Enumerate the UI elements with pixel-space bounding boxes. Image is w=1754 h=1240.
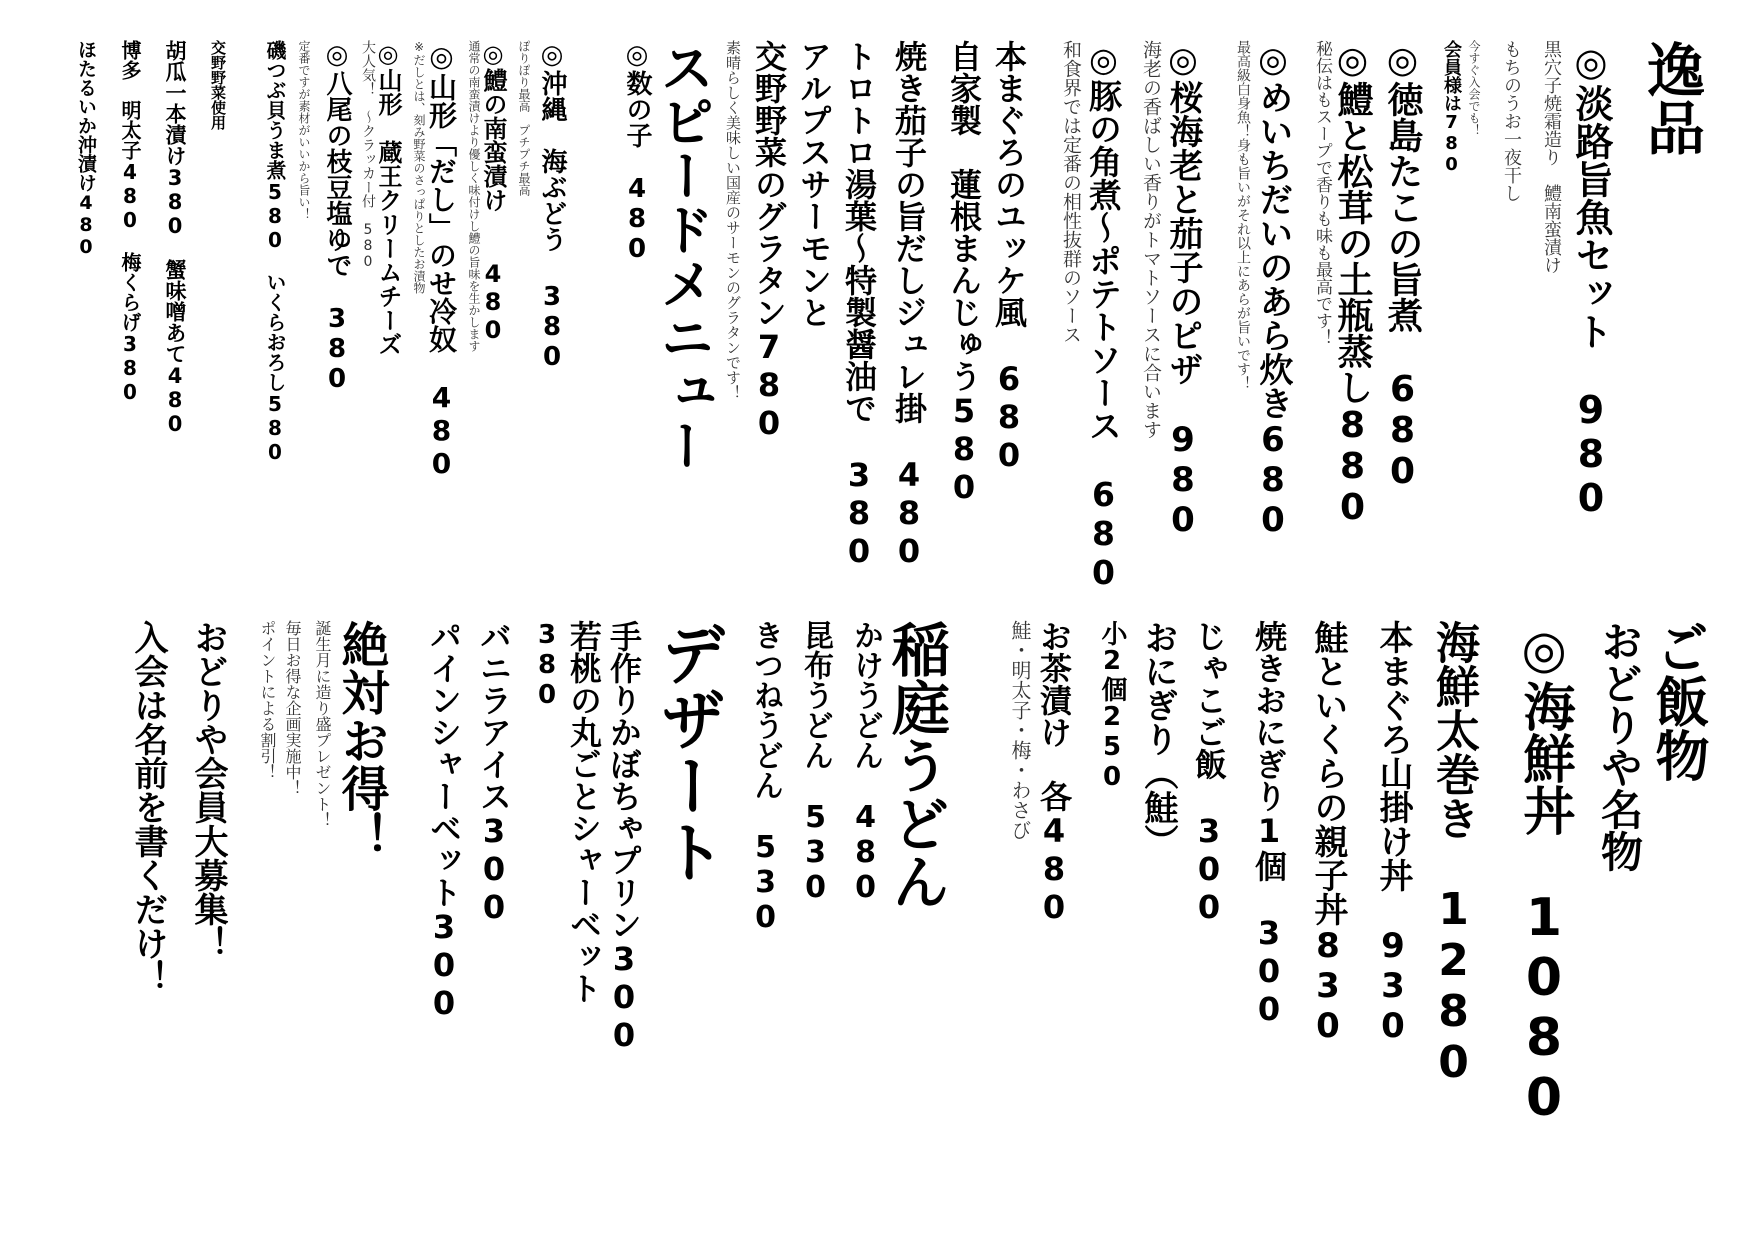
menu-column-yuba: トロトロ湯葉～特製醤油で 380 [840, 40, 878, 570]
menu-column-umibudou-desc: ぽりぽり最高 プチプチ最高 [517, 40, 531, 196]
menu-column-umibudou: ◎沖縄 海ぶどう 380 [537, 40, 567, 372]
menu-column-salmon-desc: 素晴らしく美味しい国産のサーモンのグラタンです！ [724, 40, 742, 400]
menu-column-odoriya-meibutsu: おどりや名物 [1595, 620, 1644, 872]
menu-column-yakionigiri: 焼きおにぎり1個 300 [1250, 620, 1288, 1028]
menu-column-cream: ◎山形 蔵王クリームチーズ [374, 40, 402, 356]
menu-column-ochazuke: お茶漬け 各480 [1035, 620, 1073, 926]
menu-column-mentai: 博多 明太子480 梅くらげ380 [118, 40, 142, 404]
menu-column-vanilla: バニラアイス300 [475, 620, 513, 926]
menu-column-awaji-desc: 黒穴子焼霜造り 鱧南蛮漬け [1541, 40, 1562, 274]
menu-column-meichi: ◎めいちだいのあら炊き680 [1253, 40, 1293, 540]
menu-column-kyuri: 交野野菜使用 [209, 40, 227, 130]
menu-column-isotsubu: 磯つぶ貝うま煮580 いくらおろし580 [263, 40, 287, 464]
menu-column-member: おどりや会員大募集！ [188, 620, 228, 960]
menu-column-jakogohan: じゃこご飯 300 [1190, 620, 1228, 926]
menu-column-meichi-desc: 最高級白身魚！身も旨いがそれ以上にあらが旨いです！ [1235, 40, 1251, 390]
menu-column-tako: ◎徳島たこの旨煮 680 [1382, 40, 1423, 492]
menu-column-member-price: 会員様は780 [1441, 40, 1462, 175]
menu-column-yamakake: 本まぐろ山掛け丼 930 [1373, 620, 1413, 1046]
menu-column-onigiri: おにぎり（鮭） [1138, 620, 1178, 858]
menu-column-nanban-desc: 通常の南蛮漬けより優しく味付けし鱧の旨味を生かします [467, 40, 481, 352]
menu-column-dashi: ◎山形「だし」のせ冷奴 480 [425, 40, 458, 480]
menu-column-otoku-desc3: ポイントによる割引！ [258, 620, 277, 780]
menu-column-salmon: アルプスサーモンと [795, 40, 833, 328]
menu-column-member2: 入会は名前を書くだけ！ [128, 620, 168, 994]
menu-column-hamo: ◎鱧と松茸の土瓶蒸し880 [1332, 40, 1373, 528]
menu-column-sherbet-price: 380 [532, 620, 562, 710]
menu-column-speed-title: スピードメニュー [652, 40, 715, 472]
menu-column-otoku-desc2: 毎日お得な企画実施中！ [283, 620, 302, 796]
menu-column-kazunoko: ◎数の子 480 [622, 40, 652, 264]
menu-column-kyuri2: 胡瓜一本漬け380 蟹味噌あて480 [163, 40, 187, 436]
menu-column-edamame-desc: 定番ですが素材がいいから旨い！ [297, 40, 311, 220]
menu-column-sherbet: 若桃の丸ごとシャーベット [565, 620, 603, 1004]
menu-column-otoku-desc1: 誕生月に造り盛プレゼント！ [313, 620, 332, 828]
menu-column-nasu: 焼き茄子の旨だしジュレ掛 480 [890, 40, 928, 570]
menu-column-sakura: ◎桜海老と茄子のピザ 980 [1163, 40, 1203, 540]
menu-column-dashi-desc: ※だしとは、刻み野菜のさっぱりとしたお漬物 [412, 40, 426, 294]
menu-column-dessert-title: デザート [649, 620, 726, 884]
menu-column-salmon2: 交野野菜のグラタン780 [750, 40, 788, 442]
menu-column-hotaru: ほたるいか沖漬け480 [75, 40, 97, 258]
menu-column-cream-desc: 大人気！ ～クラッカー付 580 [360, 40, 376, 270]
menu-column-purin: 手作りかぼちゃプリン300 [605, 620, 643, 1054]
menu-column-member-note: 今すぐ入会でも！ [1467, 40, 1481, 136]
menu-column-awaji: ◎淡路旨魚セット 980 [1569, 40, 1613, 520]
menu-column-gohan-title: ご飯物 [1647, 620, 1710, 782]
menu-column-pine: パインシャーベット300 [425, 620, 463, 1022]
menu-column-ippin-title: 逸品 [1637, 40, 1705, 156]
menu-column-maguro: 本まぐろのユッケ風 680 [990, 40, 1028, 474]
menu-column-renkon: 自家製 蓮根まんじゅう580 [945, 40, 983, 506]
menu-column-kitsune: きつねうどん 530 [748, 620, 783, 935]
menu-column-hamo-desc: 秘伝はもスープで香りも味も最高です！ [1312, 40, 1332, 346]
menu-column-nanban: ◎鱧の南蛮漬け 480 [479, 40, 507, 344]
menu-column-otoku-title: 絶対お得！ [333, 620, 389, 860]
menu-column-futomaki: 海鮮太巻き 1280 [1428, 620, 1479, 1088]
menu-column-kakeudon: かけうどん 480 [848, 620, 883, 905]
menu-column-onigiri-price: 小2個250 [1097, 620, 1127, 792]
menu-column-awaji-desc2: もちのうお一夜干し [1501, 40, 1522, 202]
menu-column-buta: ◎豚の角煮～ポテトソース 680 [1084, 40, 1123, 592]
menu-column-kaisendon: ◎海鮮丼 1080 [1514, 620, 1574, 1128]
menu-column-udon-title: 稲庭うどん [882, 620, 950, 910]
menu-column-buta-desc: 和食界では定番の相性抜群のソース [1060, 40, 1082, 344]
menu-column-oyakodon: 鮭といくらの親子丼830 [1308, 620, 1348, 1046]
menu-column-konbu: 昆布うどん 530 [798, 620, 833, 905]
menu-column-ochazuke-desc: 鮭・明太子・梅・わさび [1008, 620, 1032, 840]
menu-column-edamame: ◎八尾の枝豆塩ゆで 380 [322, 40, 352, 394]
menu-column-sakura-desc: 海老の香ばしい香りがトマトソースに合います [1140, 40, 1162, 439]
